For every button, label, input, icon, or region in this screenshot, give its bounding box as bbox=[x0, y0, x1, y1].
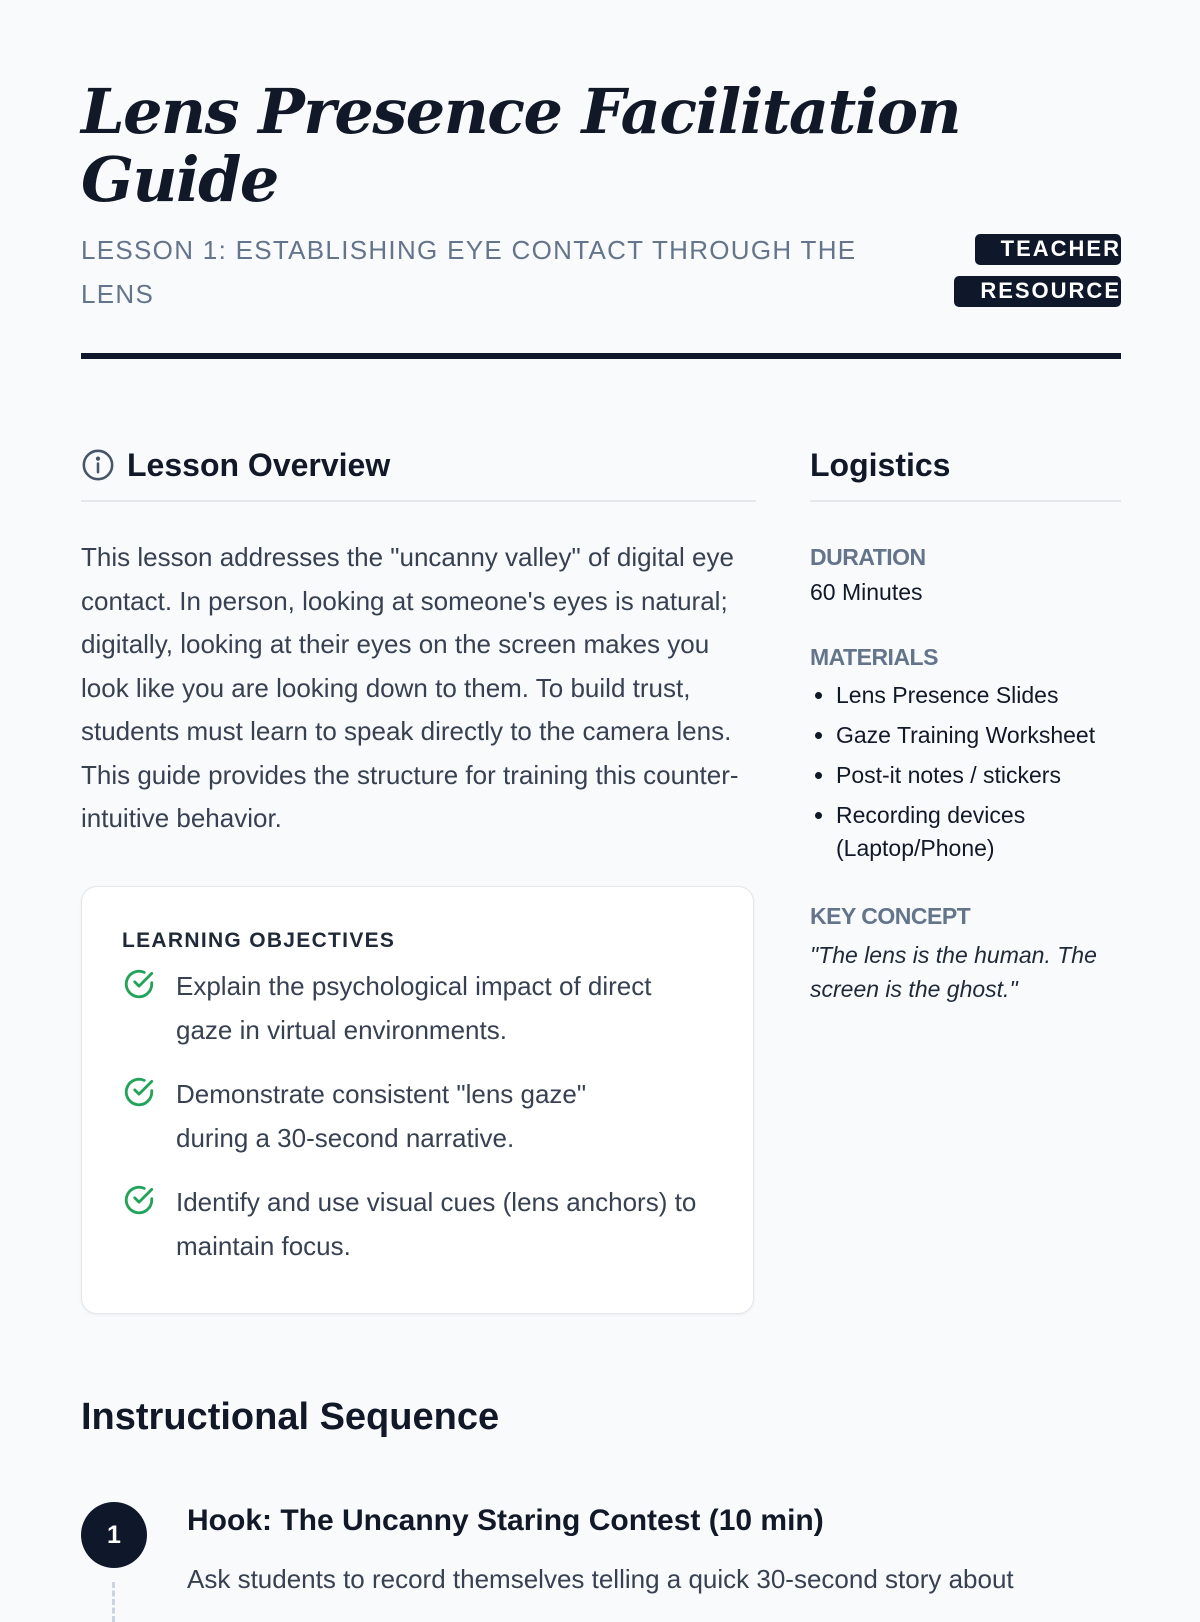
check-circle-icon bbox=[122, 1075, 156, 1109]
teacher-resource-badge bbox=[941, 228, 1121, 312]
logistics-heading: Logistics bbox=[810, 446, 951, 483]
check-circle-icon bbox=[122, 1183, 156, 1217]
step-number-badge: 1 bbox=[81, 1502, 147, 1568]
objectives-list bbox=[122, 965, 713, 1268]
overview-body: This lesson addresses the "uncanny valley" of digital eye contact. In person, looking at someone's eyes is natural; digitally, looking at their eyes on the screen makes you look like you are looking down to them. To build trust, students must learn to speak directly to the camera lens. This guide provides the structure for training this counter-intuitive behavior. bbox=[81, 542, 739, 833]
objective-item bbox=[122, 1181, 713, 1268]
materials-list bbox=[810, 679, 1121, 865]
material-item: • Lens Presence Slides bbox=[836, 679, 1121, 712]
objective-item bbox=[122, 1073, 713, 1160]
header-divider bbox=[81, 353, 1121, 359]
objective-text: Identify and use visual cues (lens anchors) to maintain focus. bbox=[176, 1187, 697, 1261]
page-title: Lens Presence Facilitation Guide bbox=[81, 75, 961, 216]
material-item: • Recording devices (Laptop/Phone) bbox=[836, 799, 1121, 865]
lesson-subtitle: LESSON 1: ESTABLISHING EYE CONTACT THROUGH THE LENS bbox=[81, 235, 857, 309]
learning-objectives-card bbox=[81, 886, 754, 1314]
duration-label: DURATION bbox=[810, 544, 926, 570]
check-circle-icon bbox=[122, 967, 156, 1001]
badge-label: TEACHER RESOURCE bbox=[954, 234, 1121, 307]
logistics-panel bbox=[810, 440, 1121, 1006]
overview-heading-row bbox=[81, 440, 756, 502]
sequence-heading: Instructional Sequence bbox=[81, 1396, 500, 1438]
material-item: • Post-it notes / stickers bbox=[836, 759, 1121, 792]
logistics-heading-row bbox=[810, 440, 1121, 502]
material-item: • Gaze Training Worksheet bbox=[836, 719, 1121, 752]
step-connector bbox=[112, 1582, 115, 1622]
duration-value: 60 Minutes bbox=[810, 579, 923, 605]
overview-heading: Lesson Overview bbox=[127, 446, 391, 483]
objective-item bbox=[122, 965, 713, 1052]
objectives-heading: LEARNING OBJECTIVES bbox=[122, 929, 396, 952]
info-icon bbox=[81, 448, 115, 482]
step-body: Ask students to record themselves telling a quick 30-second story about bbox=[187, 1564, 1014, 1594]
materials-label: MATERIALS bbox=[810, 644, 938, 670]
key-concept-label: KEY CONCEPT bbox=[810, 903, 971, 929]
objective-text: Demonstrate consistent "lens gaze" during a 30-second narrative. bbox=[176, 1079, 587, 1153]
step-title: Hook: The Uncanny Staring Contest (10 min) bbox=[187, 1504, 824, 1537]
objective-text: Explain the psychological impact of direct gaze in virtual environments. bbox=[176, 971, 652, 1045]
key-concept-quote: "The lens is the human. The screen is the ghost." bbox=[810, 942, 1097, 1002]
lesson-overview-section bbox=[81, 440, 756, 841]
